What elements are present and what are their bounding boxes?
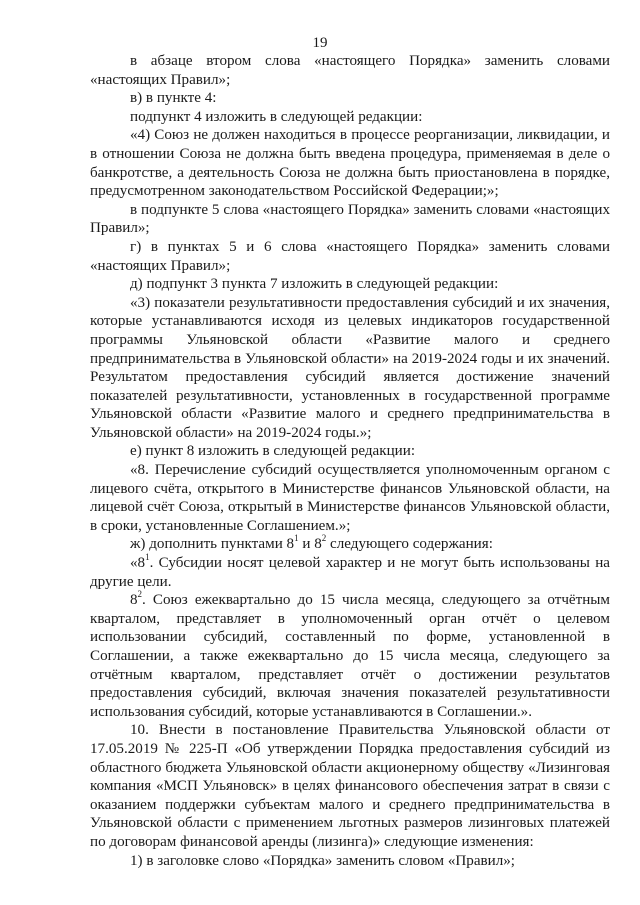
paragraph-mid: и 8 (298, 536, 322, 553)
paragraph: 1) в заголовке слово «Порядка» заменить словом «Правил»; (130, 852, 515, 869)
paragraph: е) пункт 8 изложить в следующей редакции: (130, 443, 416, 460)
superscript: 2 (321, 533, 327, 544)
paragraph: д) подпункт 3 пункта 7 изложить в следующей редакции: (130, 276, 499, 293)
paragraph-suffix: следующего содержания: (326, 536, 493, 553)
paragraph: «4) Союз не должен находиться в процессе реорганизации, ликвидации, и в отношении Союза не должна быть введена процедура, применяемая в деле о банкротстве, а деятельность Союза не должна быть приостановлена в порядке, предусмотренном законодательством Российской Федерации;»; (90, 127, 610, 200)
paragraph: в абзаце втором слова «настоящего Порядка» заменить словами «настоящих Правил»; (90, 53, 610, 88)
paragraph-text: . Субсидии носят целевой характер и не могут быть использованы на другие цели. (90, 555, 610, 590)
paragraph (90, 591, 610, 721)
paragraph-prefix: «8 (130, 555, 146, 572)
paragraph: подпункт 4 изложить в следующей редакции: (130, 108, 423, 125)
paragraph (90, 554, 610, 591)
paragraph (90, 535, 610, 554)
superscript: 2 (137, 589, 143, 600)
document-body (90, 52, 610, 870)
page-number: 19 (312, 35, 328, 51)
paragraph: «3) показатели результативности предоставления субсидий и их значения, которые устанавливаются исходя из целевых индикаторов государственной программы Ульяновской области «Развитие малого и среднего предпринимательства в Ульяновской области» на 2019-2024 годы и их значений. Результатом предоставления субсидий является достижение значений показателей результативности, установленных в государственной программе Ульяновской области «Развитие малого и среднего предпринимательства в Ульяновской области» на 2019-2024 годы.»; (90, 294, 610, 441)
paragraph: в) в пункте 4: (130, 90, 217, 107)
paragraph-text: . Союз ежеквартально до 15 числа месяца, следующего за отчётным кварталом, представляет в уполномоченный орган отчёт о целевом использовании субсидий, составленный по форме, установленной в Соглашении, а также ежеквартально до 15 числа месяца, следующего за отчётным кварталом, представляет отчёт о достижении результатов предоставления субсидий, включая значения показателей результативности использования субсидий, которые устанавливаются в Соглашении.». (90, 592, 610, 720)
superscript: 1 (145, 552, 150, 562)
paragraph: 10. Внести в постановление Правительства Ульяновской области от 17.05.2019 № 225-П «Об утверждении Порядка предоставления субсидий из областного бюджета Ульяновской области акционерному обществу «Лизинговая компания «МСП Ульяновск» в целях финансового обеспечения затрат в связи с оказанием поддержки субъектам малого и среднего предпринимательства в Ульяновской области с применением льготных размеров лизинговых платежей по договорам финансовой аренды (лизинга)» следующие изменения: (90, 722, 610, 850)
paragraph: в подпункте 5 слова «настоящего Порядка» заменить словами «настоящих Правил»; (90, 201, 610, 237)
paragraph-prefix: 8 (130, 592, 138, 609)
paragraph: «8. Перечисление субсидий осуществляется уполномоченным органом с лицевого счёта, открытого в Министерстве финансов Ульяновской области, на лицевой счёт Союза, открытый в Министерстве финансов Ульяновской области, в сроки, установленные Соглашением.»; (90, 462, 610, 534)
paragraph-prefix: ж) дополнить пунктами 8 (130, 536, 295, 553)
superscript: 1 (294, 533, 299, 544)
paragraph: г) в пунктах 5 и 6 слова «настоящего Порядка» заменить словами «настоящих Правил»; (90, 238, 610, 274)
